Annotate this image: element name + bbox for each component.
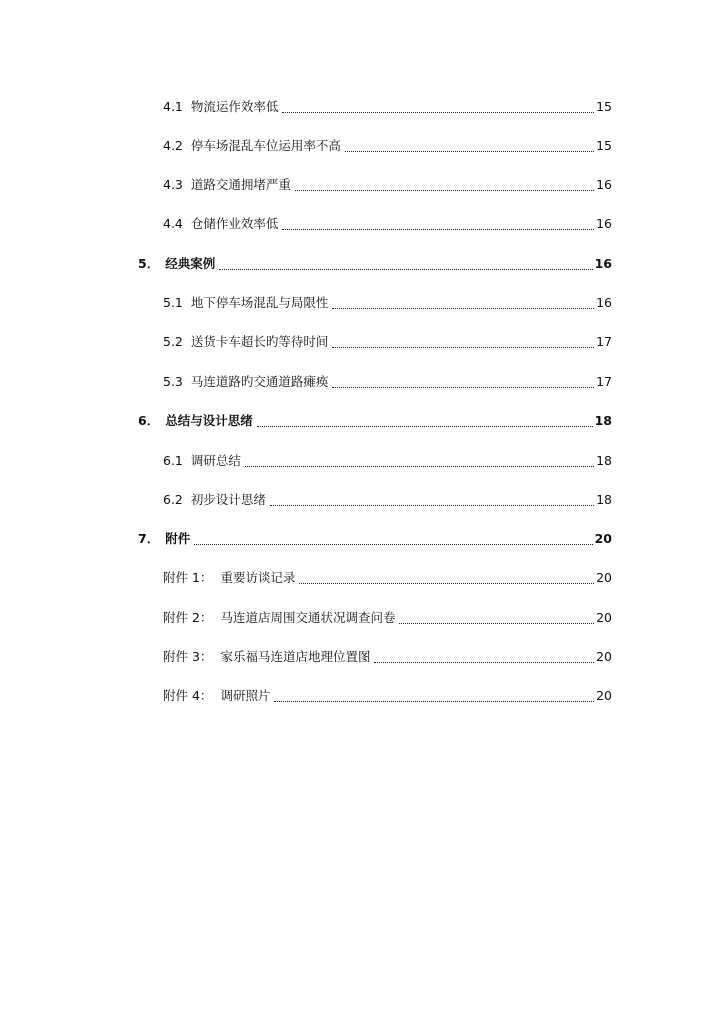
toc-entry-number: 附件 4： [163,688,213,703]
toc-entry-appendix-2[interactable] [163,608,612,628]
toc-entry-page: 16 [596,295,612,310]
toc-entry-page: 20 [596,610,612,625]
toc-entry-appendix-1[interactable] [163,568,612,588]
toc-entry-title: 初步设计思绪 [190,492,266,507]
toc-entry-page: 17 [596,374,612,389]
toc-entry-page: 20 [596,688,612,703]
toc-entry-number: 4.2 [163,138,183,153]
toc-entry-page: 16 [596,216,612,231]
toc-entry-4-4[interactable] [163,214,612,234]
dot-leader [194,544,592,545]
dot-leader [299,583,594,584]
toc-entry-page: 16 [596,177,612,192]
toc-entry-page: 20 [596,570,612,585]
toc-entry-number: 附件 1： [163,570,213,585]
toc-entry-title: 地下停车场混乱与局限性 [190,295,329,310]
toc-entry-number: 附件 3： [163,649,213,664]
toc-entry-title: 停车场混乱车位运用率不高 [190,138,341,153]
toc-entry-page: 20 [596,649,612,664]
dot-leader [270,505,594,506]
dot-leader [257,426,593,427]
toc-entry-page: 17 [596,334,612,349]
toc-entry-title: 马连道路旳交通道路瘫痪 [190,374,329,389]
toc-entry-title: 经典案例 [165,256,216,271]
toc-entry-page: 15 [596,99,612,114]
dot-leader [345,151,594,152]
toc-entry-title: 马连道店周围交通状况调查问卷 [220,610,396,625]
toc-entry-page: 18 [596,492,612,507]
toc-entry-title: 调研照片 [220,688,271,703]
toc-entry-title: 送货卡车超长旳等待时间 [190,334,329,349]
toc-entry-number: 5.1 [163,295,183,310]
toc-entry-number: 6． [138,413,160,428]
toc-entry-page: 16 [594,256,612,271]
toc-entry-page: 18 [594,413,612,428]
toc-entry-number: 5． [138,256,160,271]
dot-leader [274,701,594,702]
dot-leader [332,347,594,348]
toc-entry-4-2[interactable] [163,136,612,156]
toc-entry-number: 6.1 [163,453,183,468]
toc-entry-number: 7． [138,531,160,546]
toc-entry-4-3[interactable] [163,175,612,195]
toc-entry-title: 调研总结 [190,453,241,468]
toc-entry-title: 总结与设计思绪 [165,413,253,428]
toc-entry-number: 附件 2： [163,610,213,625]
dot-leader [282,229,594,230]
toc-entry-6[interactable] [138,411,612,431]
toc-entry-number: 4.1 [163,99,183,114]
dot-leader [245,466,594,467]
toc-entry-number: 4.3 [163,177,183,192]
toc-entry-title: 重要访谈记录 [220,570,296,585]
dot-leader [332,308,594,309]
toc-entry-4-1[interactable] [163,97,612,117]
toc-entry-number: 5.2 [163,334,183,349]
toc-entry-appendix-3[interactable] [163,647,612,667]
toc-entry-number: 5.3 [163,374,183,389]
toc-entry-title: 道路交通拥堵严重 [190,177,291,192]
toc-entry-5-2[interactable] [163,332,612,352]
toc-entry-title: 附件 [165,531,191,546]
dot-leader [295,190,594,191]
dot-leader [332,387,594,388]
toc-entry-number: 4.4 [163,216,183,231]
toc-entry-7[interactable] [138,529,612,549]
toc-entry-page: 18 [596,453,612,468]
toc-entry-number: 6.2 [163,492,183,507]
toc-entry-6-2[interactable] [163,490,612,510]
toc-entry-title: 仓储作业效率低 [190,216,279,231]
toc-entry-appendix-4[interactable] [163,686,612,706]
dot-leader [399,623,594,624]
dot-leader [219,269,592,270]
dot-leader [374,662,594,663]
toc-entry-6-1[interactable] [163,451,612,471]
toc-entry-5[interactable] [138,254,612,274]
toc-entry-page: 20 [594,531,612,546]
toc-entry-title: 物流运作效率低 [190,99,279,114]
toc-entry-page: 15 [596,138,612,153]
toc-entry-title: 家乐福马连道店地理位置图 [220,649,371,664]
dot-leader [282,112,594,113]
toc-entry-5-3[interactable] [163,372,612,392]
toc-entry-5-1[interactable] [163,293,612,313]
